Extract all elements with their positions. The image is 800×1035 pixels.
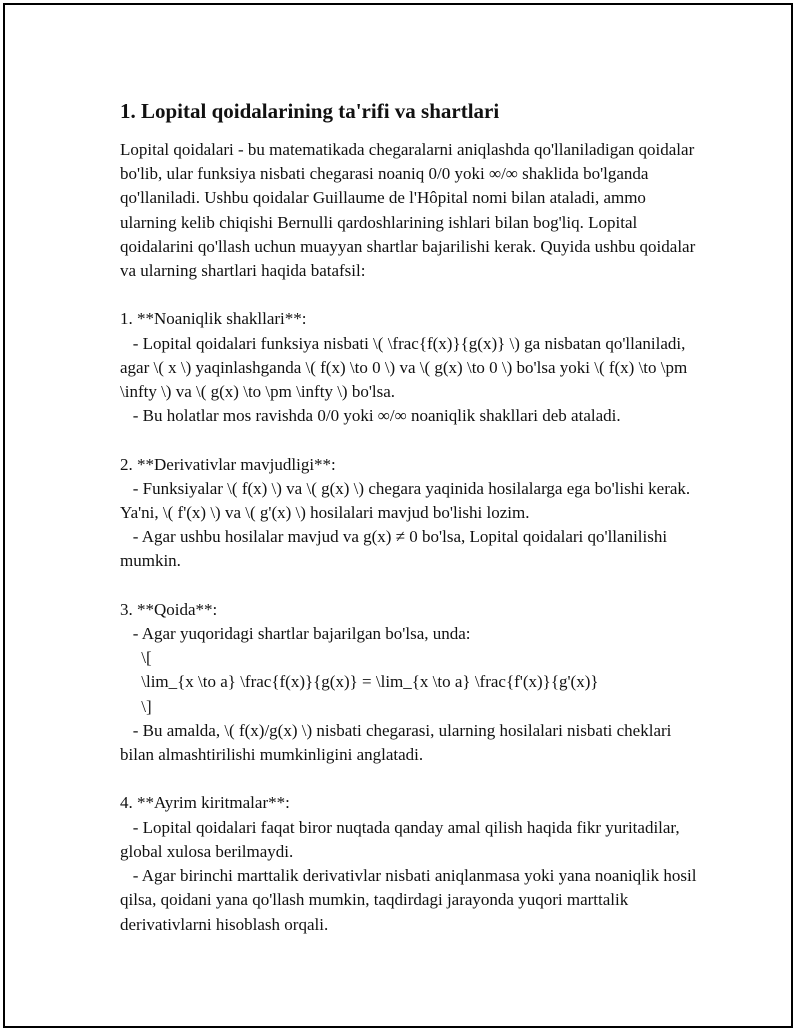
document-title: 1. Lopital qoidalarining ta'rifi va shartlari [120,99,500,123]
document-body: Lopital qoidalari - bu matematikada chegaralarni aniqlashda qo'llaniladigan qoidalar bo'lib, ular funksiya nisbati chegarasi noaniq 0/0 yoki ∞/∞ shaklida bo'lganda qo'llaniladi. Ushbu qoidalar Guillaume de l'Hôpital nomi bilan ataladi, ammo ularning kelib chiqishi Bernulli qardoshlarining ishlari bilan bog'liq. Lopital qoidalarini qo'llash uchun muayyan shartlar bajarilishi kerak. Quyida ushbu qoidalar va ularning shartlari haqida batafsil: 1. **Noaniqlik shakllari**: - Lopital qoidalari funksiya nisbati \( \frac{f(x)}{g(x)} \) ga nisbatan qo'llaniladi, agar \( x \) yaqinlashganda \( f(x) \to 0 \) va \( g(x) \to 0 \) bo'lsa yoki \( f(x) \to \pm \infty \) va \( g(x) \to \pm \infty \) bo'lsa. - Bu holatlar mos ravishda 0/0 yoki ∞/∞ noaniqlik shakllari deb ataladi. 2. **Derivativlar mavjudligi**: - Funksiyalar \( f(x) \) va \( g(x) \) chegara yaqinida hosilalarga ega bo'lishi kerak. Ya'ni, \( f'(x) \) va \( g'(x) \) hosilalari mavjud bo'lishi lozim. - Agar ushbu hosilalar mavjud va g(x) ≠ 0 bo'lsa, Lopital qoidalari qo'llanilishi mumkin. 3. **Qoida**: - Agar yuqoridagi shartlar bajarilgan bo'lsa, unda: \[ \lim_{x \to a} \frac{f(x)}{g(x)} = \lim_{x \to a} \frac{f'(x)}{g'(x)} \] - Bu amalda, \( f(x)/g(x) \) nisbati chegarasi, ularning hosilalari nisbati cheklari bilan almashtirilishi mumkinligini anglatadi. 4. **Ayrim kiritmalar**: - Lopital qoidalari faqat biror nuqtada qanday amal qilish haqida fikr yuritadilar, global xulosa berilmaydi. - Agar birinchi marttalik derivativlar nisbati aniqlanmasa yoki yana noaniqlik hosil qilsa, qoidani yana qo'llash mumkin, taqdirdagi jarayonda yuqori marttalik derivativlarni hisoblash orqali. [120,140,697,934]
document-content [120,97,700,937]
document-page [3,3,793,1028]
